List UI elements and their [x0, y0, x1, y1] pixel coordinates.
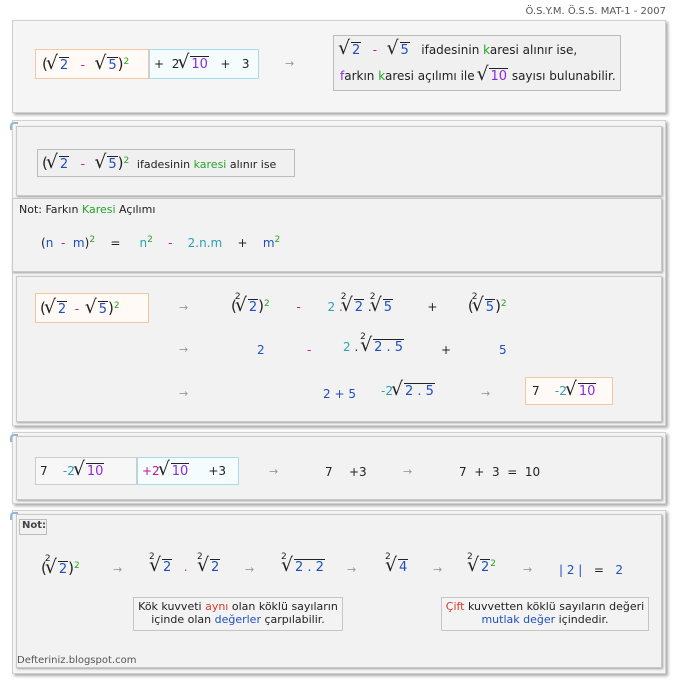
- plus-sign: +: [441, 343, 452, 357]
- arrow-icon: →: [179, 387, 189, 400]
- note2-formula-e: √ 2 $2^2$: [469, 559, 496, 575]
- arrow-icon: →: [433, 563, 443, 576]
- step1-panel: [16, 126, 662, 196]
- sqrt-2: √ 2: [48, 57, 69, 73]
- note2-title-box: Not:: [19, 519, 47, 535]
- note1-panel: [12, 198, 662, 272]
- expansion-box: + 2√ 10 + 3: [149, 49, 259, 79]
- minus-sign: -: [307, 343, 312, 357]
- step3-c2: +3: [349, 465, 367, 479]
- step2-result-box: 7 -2√ 10: [525, 377, 613, 405]
- info-box-even-power: Çift kuvvetten köklü sayıların değeri mutlak değer içindedir.: [441, 597, 649, 631]
- footer-brand: Defteriniz.blogspot.com: [17, 655, 137, 666]
- arrow-icon: →: [269, 465, 279, 478]
- step2-row2-left: 2: [257, 343, 265, 357]
- step2-box: (√ 2 - √ 5)$^2$: [35, 293, 149, 323]
- step3-c1: 7: [325, 465, 333, 479]
- description-box: √ 2 - √ 5 ifadesinin karesi alınır ise, farkın karesi açılımı ile √ 10 sayısı bulunabilir.: [333, 35, 621, 91]
- arrow-icon: →: [179, 301, 189, 314]
- step2-row2-mid: 2 . √ 2 2 . 5: [343, 339, 404, 355]
- info-box-same-index: Kök kuvveti aynı olan köklü sayıların içinde olan değerler çarpılabilir.: [133, 597, 343, 631]
- source-label: Ö.S.Y.M. Ö.S.S. MAT-1 - 2007: [525, 6, 666, 17]
- arrow-icon: →: [347, 563, 357, 576]
- note1-formula: (n - m)$^2$ = $n^2$ - 2.n.m + $m^2$: [41, 235, 281, 250]
- arrow-icon: →: [403, 465, 413, 478]
- step3-box-b: +2√ 10 +3: [137, 457, 239, 485]
- arrow-icon: →: [523, 563, 533, 576]
- expression-box: (√ 2 - √ 5)$^2$: [35, 49, 149, 79]
- step2-row1: ( √ 2 2)$^2$ - 2 . √ 2 2 . √ 2 5 + ( √ 2 5)$^2$: [231, 297, 507, 315]
- note2-panel: [16, 514, 662, 668]
- sqrt-5: √ 5: [96, 57, 117, 73]
- arrow-icon: →: [113, 563, 123, 576]
- note1-title: Not: Farkın Karesi Açılımı: [19, 203, 156, 216]
- step2-panel: [16, 276, 662, 422]
- step2-row2-right: 5: [499, 343, 507, 357]
- note2-formula-d: √ 2 4: [387, 559, 408, 575]
- arrow-icon: →: [481, 387, 491, 400]
- step3-final: 7 + 3 = 10: [459, 465, 541, 479]
- arrow-icon: →: [245, 563, 255, 576]
- step3-box-a: 7 -2√ 10: [35, 457, 137, 485]
- arrow-icon: →: [179, 343, 189, 356]
- note2-formula-c: √ 2 2 . 2: [283, 559, 325, 575]
- note2-formula-b: √ 2 2 . √ 2 2: [151, 559, 220, 575]
- step3-panel: [16, 436, 662, 500]
- step2-row3-neg: -2√ 2 . 5: [381, 383, 435, 399]
- note2-result: | 2 | = 2: [559, 563, 623, 577]
- arrow-icon: →: [285, 57, 295, 70]
- problem-panel: [12, 20, 666, 113]
- step2-row3-sum: 2 + 5: [323, 387, 356, 401]
- step1-box: (√ 2 - √ 5)$^2$ ifadesinin karesi alınır ise: [37, 149, 295, 177]
- note2-formula-a: ( √ 2 2)$^2$: [41, 559, 80, 577]
